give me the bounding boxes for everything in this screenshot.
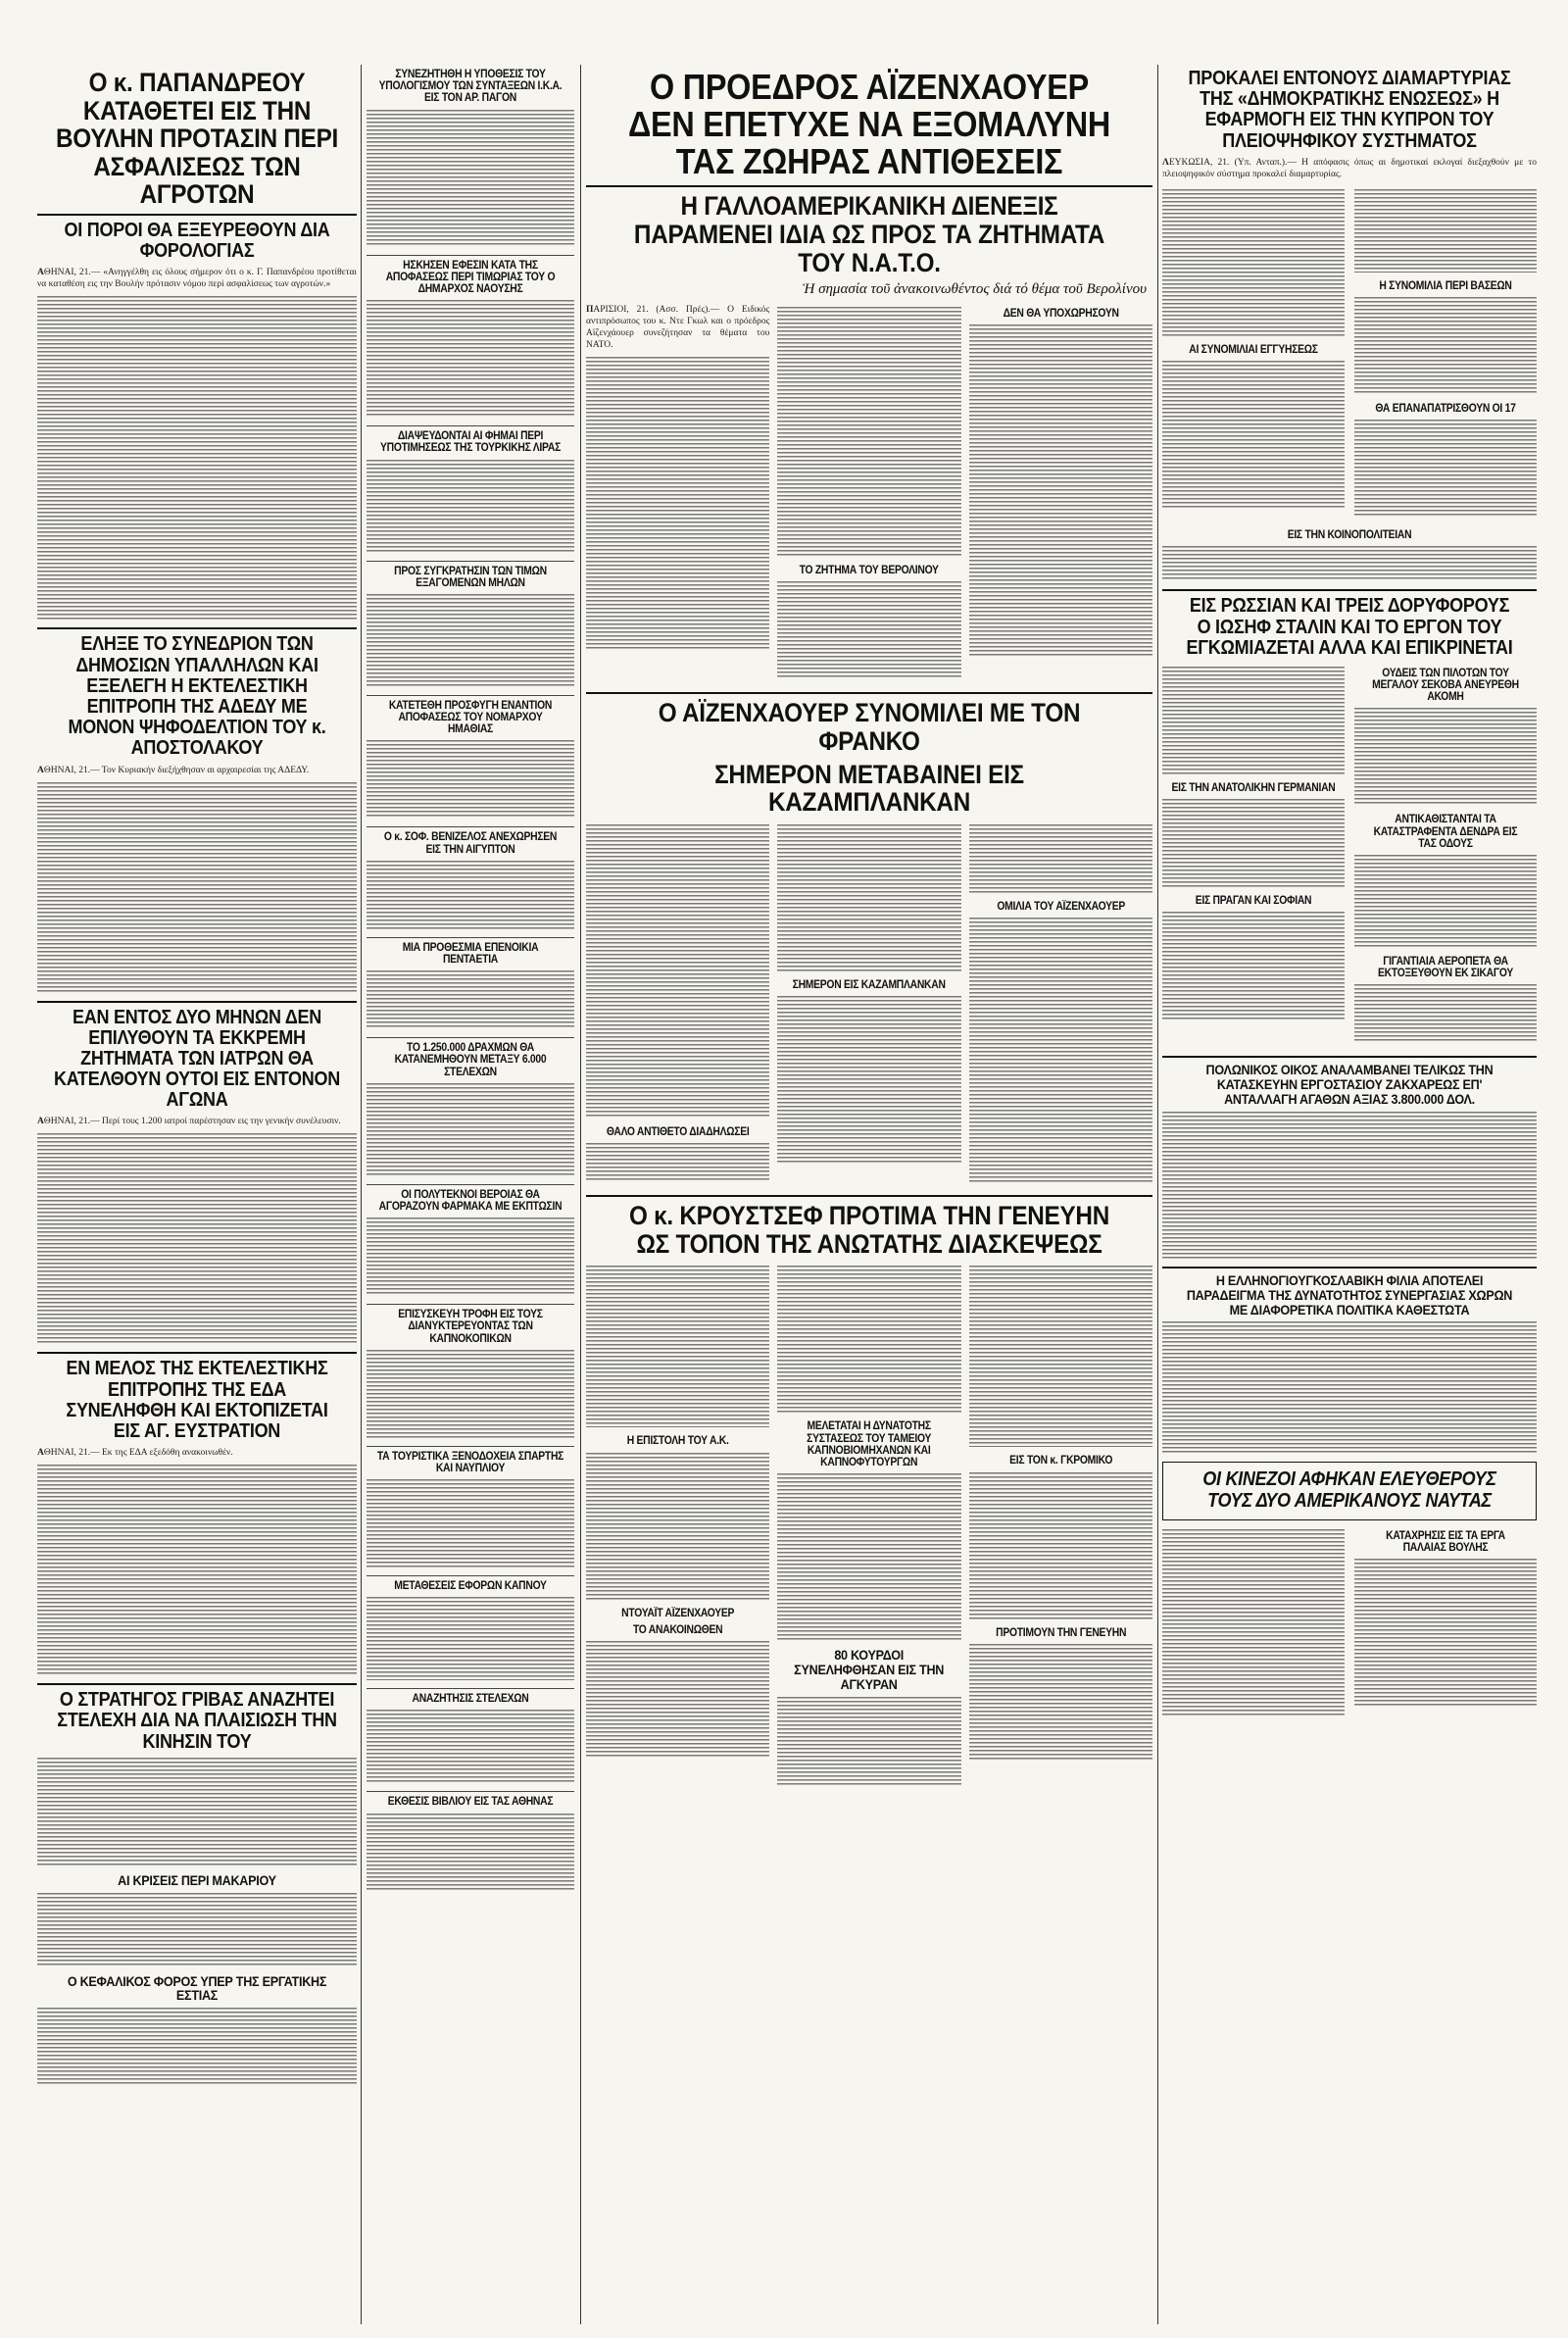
headline-mila: ΠΡΟΣ ΣΥΓΚΡΑΤΗΣΙΝ ΤΩΝ ΤΙΜΩΝ ΕΞΑΓΟΜΕΝΩΝ ΜΗΛΩΝ	[394, 565, 547, 589]
headline-xenodoxeia: ΤΑ ΤΟΥΡΙΣΤΙΚΑ ΞΕΝΟΔΟΧΕΙΑ ΣΠΑΡΤΗΣ ΚΑΙ ΝΑΥΠΛΙΟΥ	[376, 1450, 564, 1474]
article-body	[1162, 546, 1537, 581]
divider	[367, 937, 574, 938]
article-body	[37, 1758, 357, 1865]
headline-ika: ΣΥΝΕΖΗΤΗΘΗ Η ΥΠΟΘΕΣΙΣ ΤΟΥ ΥΠΟΛΟΓΙΣΜΟΥ ΤΩΝ ΣΥΝΤΑΞΕΩΝ Ι.Κ.Α. ΕΙΣ ΤΟΝ ΑΡ. ΠΑΓΟΝ	[378, 69, 563, 105]
article-body	[367, 1218, 574, 1296]
divider	[367, 1791, 574, 1792]
article-body	[37, 1465, 357, 1675]
article-body	[969, 324, 1152, 658]
subhead-makarios: ΑΙ ΚΡΙΣΕΙΣ ΠΕΡΙ ΜΑΚΑΡΙΟΥ	[118, 1871, 276, 1888]
subhead-foros: Ο ΚΕΦΑΛΙΚΟΣ ΦΟΡΟΣ ΥΠΕΡ ΤΗΣ ΕΡΓΑΤΙΚΗΣ ΕΣΤΙΑΣ	[67, 1972, 327, 2004]
article-body	[367, 1350, 574, 1438]
article-lead: ΑΘΗΝΑΙ, 21.— Τον Κυριακήν διεξήχθησαν αι αρχαιρεσίαι της ΑΔΕΔΥ.	[37, 765, 310, 775]
headline-yugoslavia: Η ΕΛΛΗΝΟΓΙΟΥΓΚΟΣΛΑΒΙΚΗ ΦΙΛΙΑ ΑΠΟΤΕΛΕΙ ΠΑΡΑΔΕΙΓΜΑ ΤΗΣ ΔΥΝΑΤΟΤΗΤΟΣ ΣΥΝΕΡΓΑΣΙΑΣ ΧΩΡΩΝ ΜΕ ΔΙΑΦΟΡΕΤΙΚΑ ΠΟΛΙΤΙΚΑ ΚΑΘΕΣΤΩΤΑ	[1186, 1271, 1513, 1318]
headline-naousa: ΗΣΚΗΣΕΝ ΕΦΕΣΙΝ ΚΑΤΑ ΤΗΣ ΑΠΟΦΑΣΕΩΣ ΠΕΡΙ ΤΙΜΩΡΙΑΣ ΤΟΥ Ο ΔΗΜΑΡΧΟΣ ΝΑΟΥΣΗΣ	[385, 259, 556, 295]
subhead-omilia: ΟΜΙΛΙΑ ΤΟΥ ΑΪΖΕΝΧΑΟΥΕΡ	[996, 900, 1125, 913]
subhead-kourdoi: 80 ΚΟΥΡΔΟΙ ΣΥΝΕΛΗΦΘΗΣΑΝ ΕΙΣ ΤΗΝ ΑΓΚΥΡΑΝ	[794, 1647, 945, 1692]
article-body	[367, 1710, 574, 1783]
article-body	[969, 1266, 1152, 1447]
divider	[586, 692, 1152, 694]
article-body	[367, 1597, 574, 1680]
headline-farmaka: ΟΙ ΠΟΛΥΤΕΚΝΟΙ ΒΕΡΟΙΑΣ ΘΑ ΑΓΟΡΑΖΟΥΝ ΦΑΡΜΑΚΑ ΜΕ ΕΚΠΤΩΣΙΝ	[378, 1188, 563, 1213]
article-body	[777, 1266, 960, 1413]
headline-stalin: ΕΙΣ ΡΩΣΣΙΑΝ ΚΑΙ ΤΡΕΙΣ ΔΟΡΥΦΟΡΟΥΣ Ο ΙΩΣΗΦ ΣΤΑΛΙΝ ΚΑΙ ΤΟ ΕΡΓΟΝ ΤΟΥ ΕΓΚΩΜΙΑΖΕΤΑΙ ΑΛΛΑ ΚΑΙ ΕΠΙΚΡΙΝΕΤΑΙ	[1186, 595, 1513, 659]
headline-foroi: ΟΙ ΠΟΡΟΙ ΘΑ ΕΞΕΥΡΕΘΟΥΝ ΔΙΑ ΦΟΡΟΛΟΓΙΑΣ	[64, 220, 330, 263]
column-2	[367, 65, 574, 2324]
divider	[367, 1304, 574, 1305]
article-body	[37, 1133, 357, 1344]
divider	[367, 826, 574, 827]
article-body	[1162, 1529, 1345, 1716]
subhead-baseis: Η ΣΥΝΟΜΙΛΙΑ ΠΕΡΙ ΒΑΣΕΩΝ	[1379, 279, 1512, 292]
headline-kinezoi: ΟΙ ΚΙΝΕΖΟΙ ΑΦΗΚΑΝ ΕΛΕΥΘΕΡΟΥΣ ΤΟΥΣ ΔΥΟ ΑΜΕΡΙΚΑΝΟΥΣ ΝΑΥΤΑΣ	[1202, 1468, 1496, 1512]
divider	[37, 214, 357, 216]
article-body	[367, 861, 574, 929]
article-lead: ΑΘΗΝΑΙ, 21.— Εκ της ΕΔΑ εξεδόθη ανακοινωθέν.	[37, 1448, 233, 1459]
subhead-voules: ΚΑΤΑΧΡΗΣΙΣ ΕΙΣ ΤΑ ΕΡΓΑ ΠΑΛΑΙΑΣ ΒΟΥΛΗΣ	[1386, 1529, 1505, 1554]
headline-adedy: ΕΛΗΞΕ ΤΟ ΣΥΝΕΔΡΙΟΝ ΤΩΝ ΔΗΜΟΣΙΩΝ ΥΠΑΛΛΗΛΩΝ ΚΑΙ ΕΞΕΛΕΓΗ Η ΕΚΤΕΛΕΣΤΙΚΗ ΕΠΙΤΡΟΠΗ ΤΗΣ ΑΔΕΔΥ ΜΕ ΜΟΝΟΝ ΨΗΦΟΔΕΛΤΙΟΝ ΤΟΥ κ. ΑΠΟΣΤΟΛΑΚΟΥ	[68, 633, 326, 760]
article-body	[367, 740, 574, 819]
divider	[1162, 1056, 1537, 1058]
divider	[37, 1352, 357, 1354]
article-columns	[1162, 1526, 1537, 1723]
divider	[367, 1184, 574, 1185]
article-body	[969, 824, 1152, 893]
headline-khrushchev: Ο κ. ΚΡΟΥΣΤΣΕΦ ΠΡΟΤΙΜΑ ΤΗΝ ΓΕΝΕΥΗΝ ΩΣ ΤΟΠΟΝ ΤΗΣ ΑΝΩΤΑΤΗΣ ΔΙΑΣΚΕΨΕΩΣ	[629, 1201, 1109, 1259]
subhead-germania: ΕΙΣ ΤΗΝ ΑΝΑΤΟΛΙΚΗΝ ΓΕΡΜΑΝΙΑΝ	[1171, 781, 1336, 794]
divider	[367, 1037, 574, 1038]
divider	[367, 695, 574, 696]
column-rule	[361, 65, 362, 2324]
article-body	[1162, 361, 1345, 508]
subhead-epanapatrismos: ΘΑ ΕΠΑΝΑΠΑΤΡΙΣΘΟΥΝ ΟΙ 17	[1375, 402, 1516, 415]
article-body	[586, 1143, 769, 1182]
subhead-praga: ΕΙΣ ΠΡΑΓΑΝ ΚΑΙ ΣΟΦΙΑΝ	[1195, 895, 1312, 908]
article-body	[1162, 912, 1345, 1020]
headline-papandreou: Ο κ. ΠΑΠΑΝΔΡΕΟΥ ΚΑΤΑΘΕΤΕΙ ΕΙΣ ΤΗΝ ΒΟΥΛΗΝ ΠΡΟΤΑΣΙΝ ΠΕΡΙ ΑΣΦΑΛΙΣΕΩΣ ΤΩΝ ΑΓΡΟΤΩΝ	[55, 68, 339, 210]
divider	[37, 1683, 357, 1685]
subhead-ypoxorisoun: ΔΕΝ ΘΑ ΥΠΟΧΩΡΗΣΟΥΝ	[1003, 308, 1119, 321]
article-body	[367, 460, 574, 553]
article-body	[1354, 708, 1537, 806]
subhead-koinopoliteia: ΕΙΣ ΤΗΝ ΚΟΙΝΟΠΟΛΙΤΕΙΑΝ	[1287, 529, 1412, 542]
article-body	[1162, 189, 1345, 336]
article-columns	[586, 304, 1152, 687]
column-rule	[580, 65, 581, 2324]
article-body	[1354, 297, 1537, 395]
article-body	[1162, 1112, 1537, 1259]
article-body	[367, 1479, 574, 1567]
subtitle-berlin: Ἡ σημασία τοῦ ἀνακοινωθέντος διά τό θέμα τοῦ Βερολίνου	[803, 281, 1147, 298]
article-lead: ΑΘΗΝΑΙ, 21.— «Ανηγγέλθη εις όλους σήμερον ότι ο κ. Γ. Παπανδρέου προτίθεται να καταθέση εις την Βουλήν πρότασιν νόμου περί ασφαλίσεως των αγροτών.»	[37, 268, 357, 290]
headline-casablanca: ΣΗΜΕΡΟΝ ΜΕΤΑΒΑΙΝΕΙ ΕΙΣ ΚΑΖΑΜΠΛΑΝΚΑΝ	[714, 759, 1024, 818]
subhead-kazamplanka: ΣΗΜΕΡΟΝ ΕΙΣ ΚΑΖΑΜΠΛΑΝΚΑΝ	[792, 978, 947, 991]
article-columns	[1162, 664, 1537, 1052]
headline-trofi: ΕΠΙΣΥΣΚΕΥΗ ΤΡΟΦΗ ΕΙΣ ΤΟΥΣ ΔΙΑΝΥΚΤΕΡΕΥΟΝΤΑΣ ΤΩΝ ΚΑΠΝΟΚΟΠΙΚΩΝ	[398, 1309, 543, 1345]
subhead-gromyko: ΕΙΣ ΤΟΝ κ. ΓΚΡΟΜΙΚΟ	[1008, 1455, 1112, 1467]
article-body	[1354, 984, 1537, 1043]
article-body	[1354, 1559, 1537, 1706]
divider	[37, 627, 357, 629]
article-body	[1354, 189, 1537, 273]
article-lead: ΑΘΗΝΑΙ, 21.— Περί τους 1.200 ιατροί παρέστησαν εις την γενικήν συνέλευσιν.	[37, 1117, 341, 1127]
column-rule	[1157, 65, 1158, 2324]
divider	[37, 1001, 357, 1003]
article-body	[777, 581, 960, 679]
headline-iatroi: ΕΑΝ ΕΝΤΟΣ ΔΥΟ ΜΗΝΩΝ ΔΕΝ ΕΠΙΛΥΘΟΥΝ ΤΑ ΕΚΚΡΕΜΗ ΖΗΤΗΜΑΤΑ ΤΩΝ ΙΑΤΡΩΝ ΘΑ ΚΑΤΕΛΘΟΥΝ ΟΥΤΟΙ ΕΙΣ ΕΝΤΟΝΟΝ ΑΓΩΝΑ	[54, 1006, 340, 1112]
subhead-engyiseis: ΑΙ ΣΥΝΟΜΙΛΙΑΙ ΕΓΓΥΗΣΕΩΣ	[1189, 343, 1318, 356]
article-body	[367, 1083, 574, 1176]
article-body	[586, 1453, 769, 1600]
article-body	[367, 1814, 574, 1892]
article-body	[969, 1472, 1152, 1619]
headline-grivas: Ο ΣΤΡΑΤΗΓΟΣ ΓΡΙΒΑΣ ΑΝΑΖΗΤΕΙ ΣΤΕΛΕΧΗ ΔΙΑ ΝΑ ΠΛΑΙΣΙΩΣΗ ΤΗΝ ΚΙΝΗΣΙΝ ΤΟΥ	[57, 1689, 337, 1753]
article-body	[969, 1644, 1152, 1762]
divider	[367, 1575, 574, 1576]
article-body	[586, 1266, 769, 1427]
article-body	[586, 357, 769, 651]
subhead-anakoinothen: ΤΟ ΑΝΑΚΟΙΝΩΘΕΝ	[632, 1623, 723, 1636]
article-body	[367, 110, 574, 247]
subhead-eisenhower-sign: ΝΤΟΥΑΪΤ ΑΪΖΕΝΧΑΟΥΕΡ	[621, 1607, 735, 1619]
subhead-aeropeta: ΓΙΓΑΝΤΙΑΙΑ ΑΕΡΟΠΕΤΑ ΘΑ ΕΚΤΟΞΕΥΘΟΥΝ ΕΚ ΣΙΚΑΓΟΥ	[1378, 956, 1513, 980]
subhead-berlin: ΤΟ ΖΗΤΗΜΑ ΤΟΥ ΒΕΡΟΛΙΝΟΥ	[799, 565, 940, 577]
headline-venizelos: Ο κ. ΣΟΦ. ΒΕΝΙΖΕΛΟΣ ΑΝΕΧΩΡΗΣΕΝ ΕΙΣ ΤΗΝ ΑΙΓΥΠΤΟΝ	[383, 831, 558, 856]
headline-drachmes: ΤΟ 1.250.000 ΔΡΑΧΜΩΝ ΘΑ ΚΑΤΑΝΕΜΗΘΟΥΝ ΜΕΤΑΞΥ 6.000 ΣΤΕΛΕΧΩΝ	[394, 1042, 547, 1078]
article-body	[969, 918, 1152, 1182]
divider	[367, 1446, 574, 1447]
article-body	[777, 1473, 960, 1640]
article-body	[37, 1893, 357, 1966]
article-body	[37, 2008, 357, 2086]
subhead-epistoli: Η ΕΠΙΣΤΟΛΗ ΤΟΥ Α.Κ.	[626, 1435, 729, 1448]
article-body	[586, 824, 769, 1119]
article-body	[777, 307, 960, 557]
article-body	[586, 1641, 769, 1759]
subhead-diadilosi: ΘΑΛΟ ΑΝΤΙΘΕΤΟ ΔΙΑΔΗΛΩΣΕΙ	[606, 1125, 750, 1138]
divider	[367, 255, 574, 256]
headline-eda: ΕΝ ΜΕΛΟΣ ΤΗΣ ΕΚΤΕΛΕΣΤΙΚΗΣ ΕΠΙΤΡΟΠΗΣ ΤΗΣ ΕΔΑ ΣΥΝΕΛΗΦΘΗ ΚΑΙ ΕΚΤΟΠΙΖΕΤΑΙ ΕΙΣ ΑΓ. ΕΥΣΤΡΑΤΙΟΝ	[66, 1358, 328, 1443]
article-body	[777, 996, 960, 1163]
article-body	[37, 296, 357, 620]
divider	[1162, 589, 1537, 591]
article-lead: ΠΑΡΙΣΙΟΙ, 21. (Ασσ. Πρές).— Ο Ειδικός αντιπρόσωπος του κ. Ντε Γκωλ και ο πρόεδρος Αϊζενχάουερ συνεζήτησαν τα θέματα του ΝΑΤΟ.	[586, 305, 770, 351]
subhead-sekova: ΟΥΔΕΙΣ ΤΩΝ ΠΙΛΟΤΩΝ ΤΟΥ ΜΕΓΑΛΟΥ ΣΕΚΟΒΑ ΑΝΕΥΡΕΘΗ ΑΚΟΜΗ	[1372, 667, 1519, 704]
article-body	[1162, 1321, 1537, 1454]
headline-pentaetia: ΜΙΑ ΠΡΟΘΕΣΜΙΑ ΕΠΕΝΟΙΚΙΑ ΠΕΝΤΑΕΤΙΑ	[402, 941, 539, 966]
article-columns	[586, 821, 1152, 1190]
article-body	[1162, 799, 1345, 887]
article-body	[777, 1697, 960, 1785]
headline-ekthesis: ΕΚΘΕΣΙΣ ΒΙΒΛΙΟΥ ΕΙΣ ΤΑΣ ΑΘΗΝΑΣ	[387, 1796, 554, 1809]
article-body	[1354, 420, 1537, 518]
headline-franco: Ο ΑΪΖΕΝΧΑΟΥΕΡ ΣΥΝΟΜΙΛΕΙ ΜΕ ΤΟΝ ΦΡΑΝΚΟ	[658, 698, 1081, 757]
article-lead: ΛΕΥΚΩΣΙΑ, 21. (Υπ. Ανταπ.).— Η απόφασις όπως αι δημοτικαί εκλογαί διεξαχθούν με το πλειοψηφικόν σύστημα προκαλεί διαμαρτυρίας.	[1162, 157, 1537, 179]
subhead-geneva: ΠΡΟΤΙΜΟΥΝ ΤΗΝ ΓΕΝΕΥΗΝ	[995, 1626, 1126, 1639]
headline-zakxari: ΠΟΛΩΝΙΚΟΣ ΟΙΚΟΣ ΑΝΑΛΑΜΒΑΝΕΙ ΤΕΛΙΚΩΣ ΤΗΝ ΚΑΤΑΣΚΕΥΗΝ ΕΡΓΟΣΤΑΣΙΟΥ ΖΑΚΧΑΡΕΩΣ ΕΠ' ΑΝΤΑΛΛΑΓΗ ΑΓΑΘΩΝ ΑΞΙΑΣ 3.800.000 ΔΟΛ.	[1205, 1062, 1494, 1108]
headline-steleixi: ΑΝΑΖΗΤΗΣΙΣ ΣΤΕΛΕΧΩΝ	[412, 1693, 529, 1706]
headline-lira: ΔΙΑΨΕΥΔΟΝΤΑΙ ΑΙ ΦΗΜΑΙ ΠΕΡΙ ΥΠΟΤΙΜΗΣΕΩΣ ΤΗΣ ΤΟΥΡΚΙΚΗΣ ΛΙΡΑΣ	[379, 430, 562, 455]
divider	[586, 1195, 1152, 1197]
divider	[367, 425, 574, 426]
article-body	[777, 824, 960, 971]
article-body	[1162, 667, 1345, 774]
headline-metatheseis: ΜΕΤΑΘΕΣΕΙΣ ΕΦΟΡΩΝ ΚΑΠΝΟΥ	[394, 1580, 547, 1593]
headline-eisenhower: Ο ΠΡΟΕΔΡΟΣ ΑΪΖΕΝΧΑΟΥΕΡ ΔΕΝ ΕΠΕΤΥΧΕ ΝΑ ΕΞΟΜΑΛΥΝΗ ΤΑΣ ΖΩΗΡΑΣ ΑΝΤΙΘΕΣΕΙΣ	[628, 67, 1110, 182]
divider	[367, 1688, 574, 1689]
headline-cyprus: ΠΡΟΚΑΛΕΙ ΕΝΤΟΝΟΥΣ ΔΙΑΜΑΡΤΥΡΙΑΣ ΤΗΣ «ΔΗΜΟΚΡΑΤΙΚΗΣ ΕΝΩΣΕΩΣ» Η ΕΦΑΡΜΟΓΗ ΕΙΣ ΤΗΝ ΚΥΠΡΟΝ ΤΟΥ ΠΛΕΙΟΨΗΦΙΚΟΥ ΣΥΣΤΗΜΑΤΟΣ	[1188, 68, 1511, 152]
headline-nato: Η ΓΑΛΛΟΑΜΕΡΙΚΑΝΙΚΗ ΔΙΕΝΕΞΙΣ ΠΑΡΑΜΕΝΕΙ ΙΔΙΑ ΩΣ ΠΡΟΣ ΤΑ ΖΗΤΗΜΑΤΑ ΤΟΥ Ν.Α.Τ.Ο.	[633, 191, 1105, 277]
column-4	[1162, 65, 1537, 2324]
column-3	[586, 65, 1152, 2324]
article-body	[1354, 855, 1537, 948]
article-body	[367, 594, 574, 687]
subhead-dendra: ΑΝΤΙΚΑΘΙΣΤΑΝΤΑΙ ΤΑ ΚΑΤΑΣΤΡΑΦΕΝΤΑ ΔΕΝΔΡΑ ΕΙΣ ΤΑΣ ΟΔΟΥΣ	[1373, 814, 1518, 850]
article-body	[367, 300, 574, 418]
article-columns	[1162, 186, 1537, 525]
article-body	[37, 782, 357, 993]
subhead-tameio: ΜΕΛΕΤΑΤΑΙ Η ΔΥΝΑΤΟΤΗΣ ΣΥΣΤΑΣΕΩΣ ΤΟΥ ΤΑΜΕΙΟΥ ΚΑΠΝΟΒΙΟΜΗΧΑΝΩΝ ΚΑΙ ΚΑΠΝΟΦΥΤΟΥΡΓΩΝ	[807, 1420, 932, 1468]
divider	[586, 185, 1152, 187]
article-body	[367, 970, 574, 1029]
article-columns	[586, 1263, 1152, 1792]
column-1	[37, 65, 357, 2324]
divider	[367, 561, 574, 562]
boxed-story	[1162, 1462, 1537, 1519]
headline-imathia: ΚΑΤΕΤΕΘΗ ΠΡΟΣΦΥΓΗ ΕΝΑΝΤΙΟΝ ΑΠΟΦΑΣΕΩΣ ΤΟΥ ΝΟΜΑΡΧΟΥ ΗΜΑΘΙΑΣ	[388, 699, 553, 736]
divider	[1162, 1267, 1537, 1268]
